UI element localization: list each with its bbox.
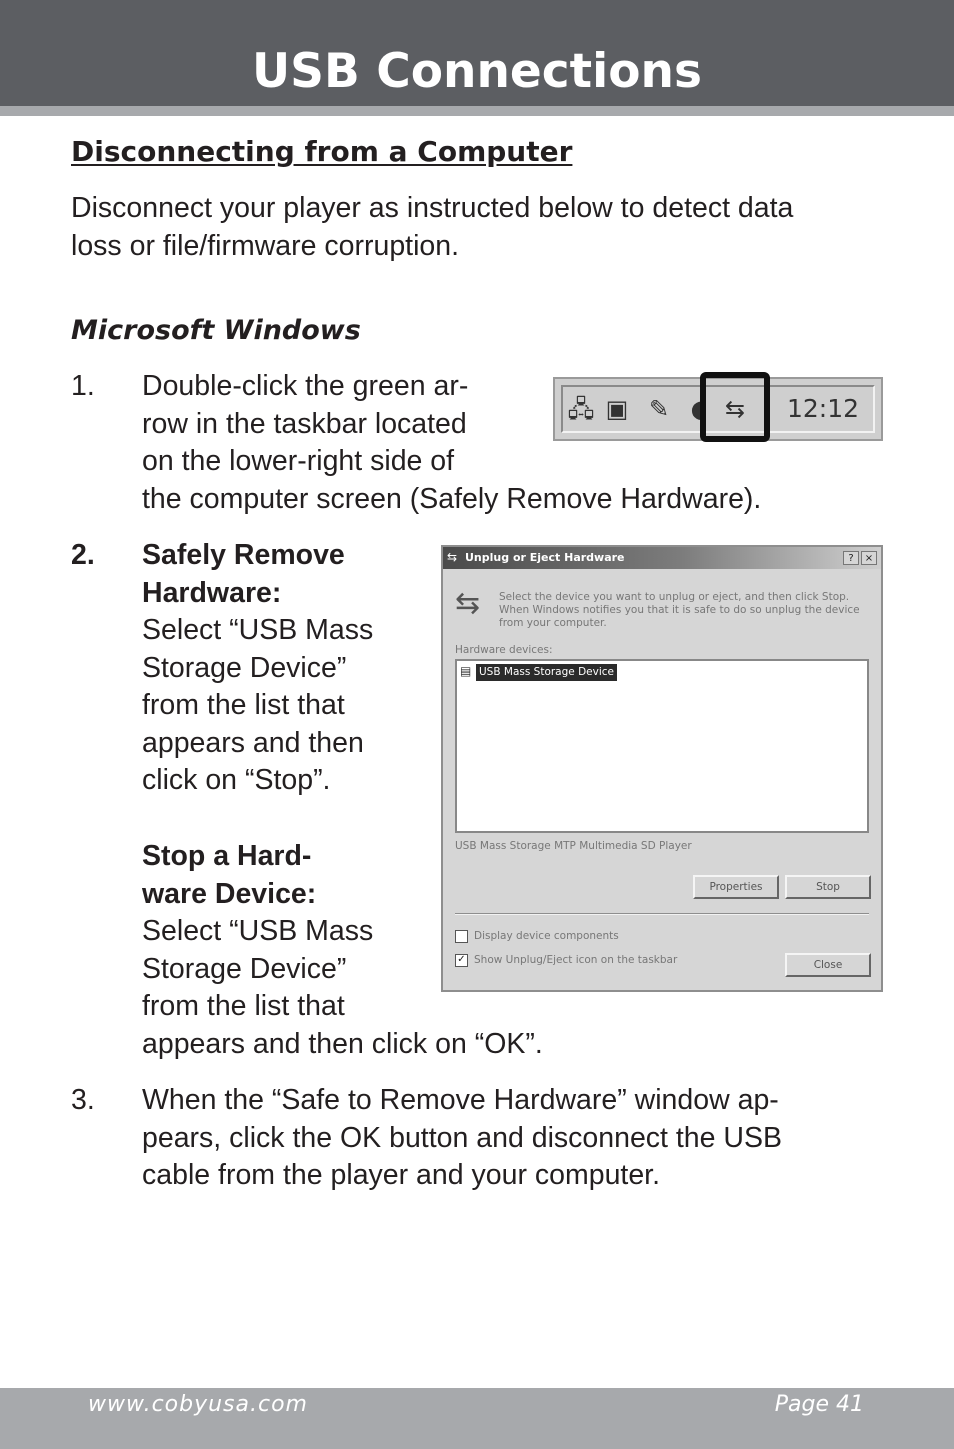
volume-icon: ◖ xyxy=(690,395,704,423)
hardware-devices-list[interactable] xyxy=(455,659,869,833)
step-2-number: 2. xyxy=(71,539,95,571)
checkbox-label: Display device components xyxy=(474,930,619,942)
step-2-title: Safely Remove xyxy=(142,539,345,571)
subheading-microsoft-windows: Microsoft Windows xyxy=(71,315,361,346)
step-line: on the lower-right side of xyxy=(142,445,455,477)
step-line: the computer screen (Safely Remove Hardware). xyxy=(142,482,762,515)
display-icon: ▣ xyxy=(605,395,629,423)
safely-remove-hardware-icon: ⇆ xyxy=(724,395,746,423)
step-line: Double-click the green ar- xyxy=(142,370,469,402)
step-2-subtitle: ware Device: xyxy=(142,877,317,910)
intro-paragraph xyxy=(71,190,901,265)
step-line: Storage Device” xyxy=(142,651,347,684)
properties-button[interactable]: Properties xyxy=(693,875,779,899)
step-3-text xyxy=(142,1082,782,1195)
highlight-box xyxy=(700,372,770,442)
checkbox-checked[interactable]: ✓ xyxy=(455,954,468,967)
dialog-description: Select the device you want to unplug or eject, and then click Stop. When Windows notifies you that it is safe to do so unplug the device from your computer. xyxy=(499,591,860,629)
step-line: cable from the player and your computer. xyxy=(142,1159,661,1191)
hardware-devices-label: Hardware devices: xyxy=(455,644,553,656)
checkbox-label: Show Unplug/Eject icon on the taskbar xyxy=(474,954,678,966)
section-heading: Disconnecting from a Computer xyxy=(71,135,573,168)
device-description: USB Mass Storage MTP Multimedia SD Player xyxy=(455,840,692,852)
stop-button[interactable]: Stop xyxy=(785,875,871,899)
close-button[interactable]: Close xyxy=(785,953,871,977)
tray-clock: 12:12 xyxy=(787,394,860,423)
hardware-icon: ⇆ xyxy=(447,550,458,564)
show-icon-checkbox[interactable] xyxy=(455,953,677,967)
step-line: appears and then xyxy=(142,726,364,759)
dialog-divider xyxy=(455,913,869,915)
step-line: row in the taskbar located xyxy=(142,407,467,440)
list-item-label: USB Mass Storage Device xyxy=(476,664,617,681)
page-title: USB Connections xyxy=(252,44,702,99)
unplug-eject-dialog-screenshot xyxy=(441,545,883,992)
intro-line: Disconnect your player as instructed below to detect data xyxy=(71,192,794,224)
list-item[interactable] xyxy=(460,664,617,681)
close-icon[interactable]: × xyxy=(861,551,877,565)
step-2-subtitle: Stop a Hard- xyxy=(142,840,312,872)
step-line: Select “USB Mass xyxy=(142,614,374,646)
usb-device-icon: ▤ xyxy=(460,664,472,678)
checkbox[interactable] xyxy=(455,930,468,943)
intro-line: loss or file/firmware corruption. xyxy=(71,229,460,262)
network-icon: 🖧 xyxy=(567,395,595,423)
step-line: click on “Stop”. xyxy=(142,764,331,796)
step-1-number: 1. xyxy=(71,370,95,402)
display-components-checkbox[interactable] xyxy=(455,929,619,943)
step-line: from the list that xyxy=(142,990,345,1022)
step-2-title: Hardware: xyxy=(142,576,282,609)
page-number: Page 41 xyxy=(774,1392,864,1417)
step-line: pears, click the OK button and disconnect the USB xyxy=(142,1121,783,1154)
pen-icon: ✎ xyxy=(648,395,670,423)
step-2-part-1 xyxy=(142,537,373,800)
step-3-number: 3. xyxy=(71,1084,95,1116)
safely-remove-hardware-icon: ⇆ xyxy=(455,586,481,621)
dialog-title: Unplug or Eject Hardware xyxy=(465,551,625,564)
header-stripe xyxy=(0,106,954,116)
step-line: When the “Safe to Remove Hardware” window ap- xyxy=(142,1084,779,1116)
dialog-titlebar xyxy=(443,547,881,569)
step-line: Storage Device” xyxy=(142,952,347,985)
step-line: Select “USB Mass xyxy=(142,915,374,947)
step-line: from the list that xyxy=(142,689,345,721)
footer-url: www.cobyusa.com xyxy=(88,1392,308,1417)
step-line: appears and then click on “OK”. xyxy=(142,1027,543,1060)
help-button[interactable]: ? xyxy=(843,551,859,565)
